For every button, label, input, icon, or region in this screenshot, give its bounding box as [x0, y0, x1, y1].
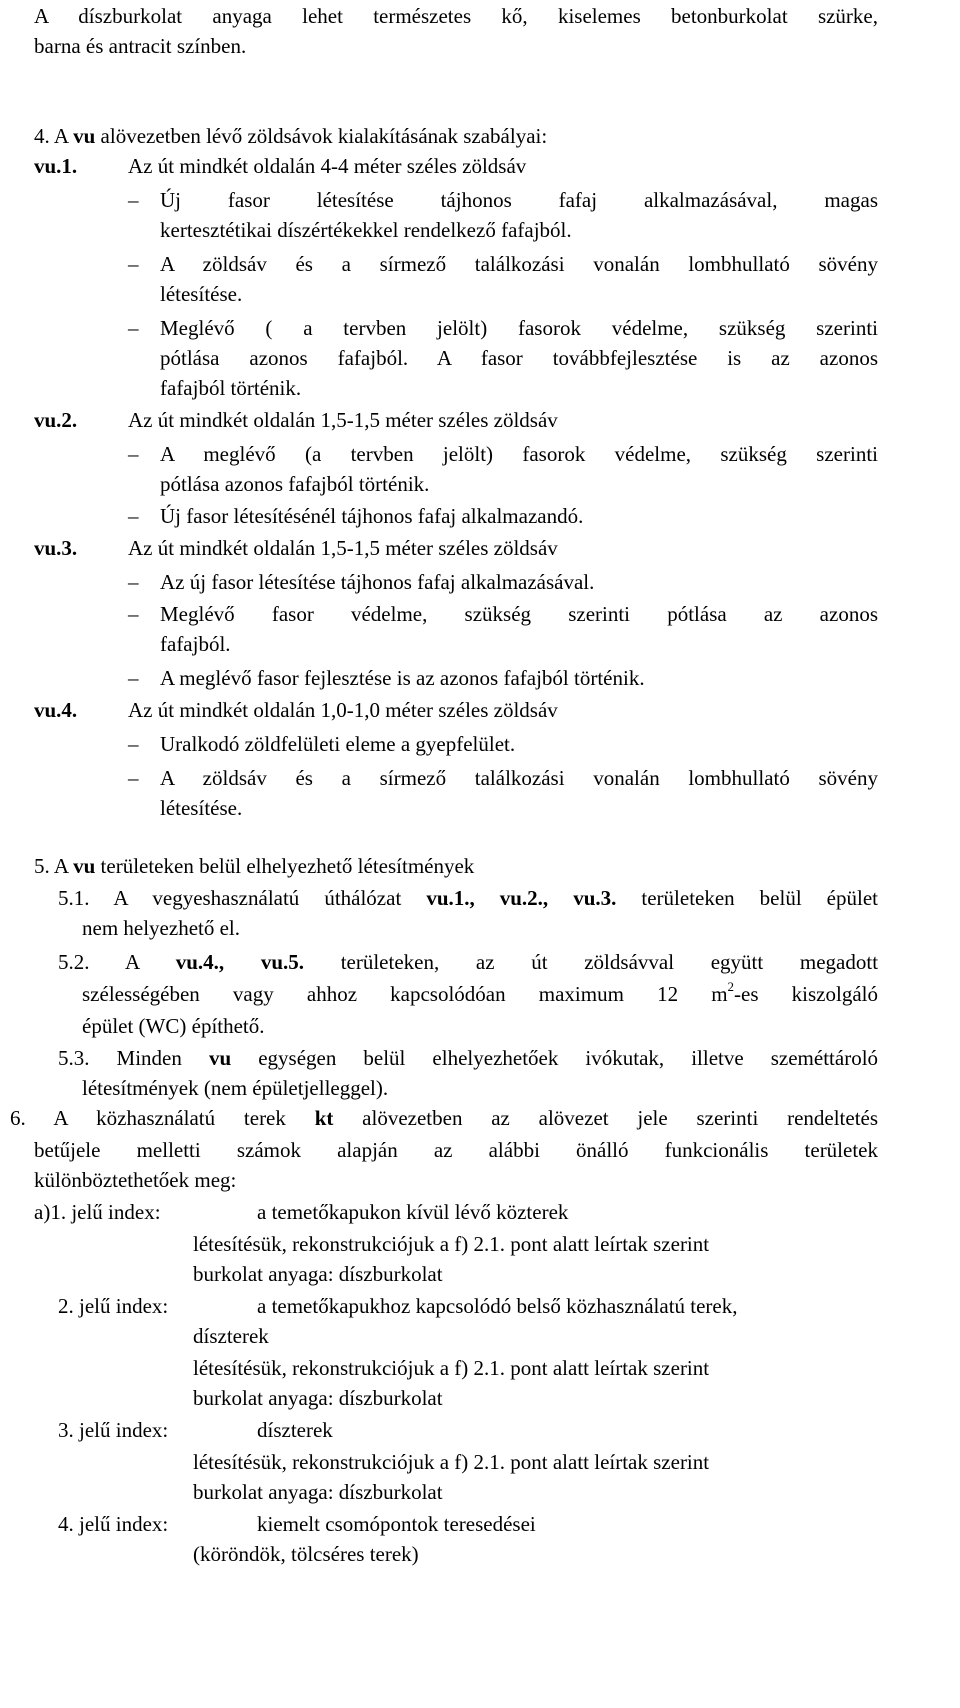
bullet-dash: – [128, 666, 139, 690]
paragraph-5-2-line-2: szélességében vagy ahhoz kapcsolódóan maximum 12 $m^2-es$ kiszolgáló [82, 979, 878, 1006]
section-6-line-2: betűjele melletti számok alapján az alábbi önálló funkcionális területek [34, 1138, 878, 1162]
intro-line-1: A díszburkolat anyaga lehet természetes kő, kiselemes betonburkolat szürke, [34, 4, 878, 28]
index-4-line-2: (köröndök, tölcséres terek) [193, 1542, 419, 1566]
vu4-bullet-2-line-1: A zöldsáv és a sírmező találkozási vonalán lombhullató sövény [160, 766, 878, 790]
index-2-line-3: létesítésük, rekonstrukciójuk a f) 2.1. pont alatt leírtak szerint [193, 1356, 710, 1380]
vu3-title: Az út mindkét oldalán 1,5-1,5 méter széles zöldsáv [128, 536, 558, 560]
index-2-label: 2. jelű index: [58, 1294, 169, 1318]
vu1-bullet-2-line-1: A zöldsáv és a sírmező találkozási vonalán lombhullató sövény [160, 252, 878, 276]
index-2-line-4: burkolat anyaga: díszburkolat [193, 1386, 443, 1410]
kt-code: kt [314, 1106, 334, 1130]
section-4-number: 4. [34, 124, 50, 148]
index-3-line-3: burkolat anyaga: díszburkolat [193, 1480, 443, 1504]
bullet-dash: – [128, 188, 139, 212]
paragraph-5-3-line-2: létesítmények (nem épületjelleggel). [82, 1076, 389, 1100]
paragraph-5-1-line-1: 5.1. A vegyeshasználatú úthálózat vu.1., vu.2., vu.3. területeken belül épület [58, 886, 878, 910]
vu1-title: Az út mindkét oldalán 4-4 méter széles zöldsáv [128, 154, 527, 178]
vu1-bullet-1-line-1: Új fasor létesítése tájhonos fafaj alkalmazásával, magas [160, 188, 878, 212]
paragraph-5-2-line-1: 5.2. A vu.4., vu.5. területeken, az út zöldsávval együtt megadott [58, 950, 879, 974]
bullet-dash: – [128, 602, 139, 626]
paragraph-5-1-line-2: nem helyezhető el. [82, 916, 241, 940]
index-2-value-line-2: díszterek [193, 1324, 269, 1348]
bullet-dash: – [128, 442, 139, 466]
vu3-label: vu.3. [34, 536, 78, 560]
vu2-bullet-1-line-2: pótlása azonos fafajból történik. [160, 472, 430, 496]
index-4-value: kiemelt csomópontok teresedései [257, 1512, 536, 1536]
index-2-value: a temetőkapukhoz kapcsolódó belső közhasználatú terek, [257, 1294, 738, 1318]
vu2-bullet-1-line-1: A meglévő (a tervben jelölt) fasorok védelme, szükség szerinti [160, 442, 878, 466]
vu-code: vu [73, 124, 96, 148]
superscript: 2 [727, 979, 735, 994]
vu1-bullet-3-line-2: pótlása azonos fafajból. A fasor továbbfejlesztése is az azonos [160, 346, 878, 370]
vu1-bullet-3-line-3: fafajból történik. [160, 376, 302, 400]
section-4-heading: 4. A vu alövezetben lévő zöldsávok kialakításának szabályai: [34, 124, 548, 148]
paragraph-5-3-line-1: 5.3. Minden vu egységen belül elhelyezhetőek ivókutak, illetve szeméttároló [58, 1046, 879, 1070]
intro-line-2: barna és antracit színben. [34, 34, 247, 58]
section-6-line-3: különböztethetőek meg: [34, 1168, 237, 1192]
vu3-bullet-3-line-1: A meglévő fasor fejlesztése is az azonos fafajból történik. [160, 666, 645, 690]
bullet-dash: – [128, 766, 139, 790]
vu4-label: vu.4. [34, 698, 78, 722]
vu1-bullet-2-line-2: létesítése. [160, 282, 243, 306]
index-a1-line-2: létesítésük, rekonstrukciójuk a f) 2.1. pont alatt leírtak szerint [193, 1232, 710, 1256]
vu1-label: vu.1. [34, 154, 78, 178]
index-3-value: díszterek [257, 1418, 333, 1442]
bullet-dash: – [128, 252, 139, 276]
index-3-line-2: létesítésük, rekonstrukciójuk a f) 2.1. pont alatt leírtak szerint [193, 1450, 710, 1474]
index-3-label: 3. jelű index: [58, 1418, 169, 1442]
section-5-number: 5. [34, 854, 50, 878]
vu2-bullet-2-line-1: Új fasor létesítésénél tájhonos fafaj alkalmazandó. [160, 504, 584, 528]
vu2-title: Az út mindkét oldalán 1,5-1,5 méter széles zöldsáv [128, 408, 558, 432]
vu-code: vu [73, 854, 96, 878]
vu1-bullet-3-line-1: Meglévő ( a tervben jelölt) fasorok védelme, szükség szerinti [160, 316, 878, 340]
vu4-bullet-2-line-2: létesítése. [160, 796, 243, 820]
vu4-bullet-1-line-1: Uralkodó zöldfelületi eleme a gyepfelület. [160, 732, 516, 756]
vu4-title: Az út mindkét oldalán 1,0-1,0 méter széles zöldsáv [128, 698, 558, 722]
vu1-bullet-1-line-2: kertesztétikai díszértékekkel rendelkező fafajból. [160, 218, 572, 242]
vu3-bullet-2-line-1: Meglévő fasor védelme, szükség szerinti pótlása az azonos [160, 602, 878, 626]
bullet-dash: – [128, 732, 139, 756]
index-a1-line-3: burkolat anyaga: díszburkolat [193, 1262, 443, 1286]
section-6-line-1: 6. A közhasználatú terek kt alövezetben az alövezet jele szerinti rendeltetés [10, 1106, 879, 1130]
bullet-dash: – [128, 316, 139, 340]
bullet-dash: – [128, 570, 139, 594]
section-5-heading: 5. A vu területeken belül elhelyezhető létesítmények [34, 854, 475, 878]
index-a1-label: a)1. jelű index: [34, 1200, 161, 1224]
bullet-dash: – [128, 504, 139, 528]
index-a1-value: a temetőkapukon kívül lévő közterek [257, 1200, 569, 1224]
vu3-bullet-1-line-1: Az új fasor létesítése tájhonos fafaj alkalmazásával. [160, 570, 595, 594]
vu3-bullet-2-line-2: fafajból. [160, 632, 231, 656]
paragraph-5-2-line-3: épület (WC) építhető. [82, 1014, 265, 1038]
index-4-label: 4. jelű index: [58, 1512, 169, 1536]
vu2-label: vu.2. [34, 408, 78, 432]
